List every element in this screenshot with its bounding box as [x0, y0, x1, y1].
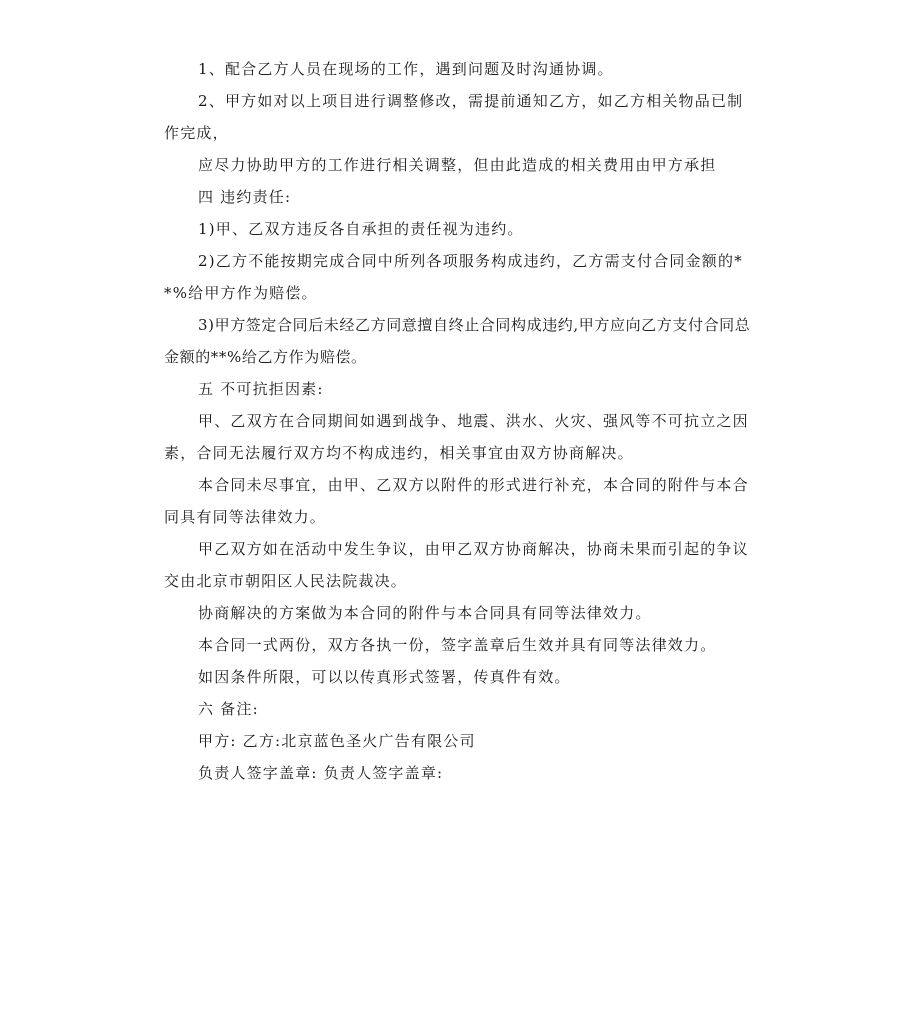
- supplement-clause: 本合同未尽事宜，由甲、乙双方以附件的形式进行补充，本合同的附件与本合同具有同等法律效力。: [164, 476, 749, 526]
- section-heading-breach: 四 违约责任:: [198, 188, 292, 206]
- dispute-clause: 甲乙双方如在活动中发生争议，由甲乙双方协商解决，协商未果而引起的争议交由北京市朝阳区人民法院裁决。: [164, 540, 749, 590]
- contract-body: [164, 53, 758, 789]
- section-heading-force-majeure: 五 不可抗拒因素:: [198, 380, 324, 398]
- negotiation-clause: 协商解决的方案做为本合同的附件与本合同具有同等法律效力。: [198, 604, 652, 622]
- clause-adjustment-cost: 应尽力协助甲方的工作进行相关调整，但由此造成的相关费用由甲方承担: [198, 156, 717, 174]
- breach-item-3: 3)甲方签定合同后未经乙方同意擅自终止合同构成违约,甲方应向乙方支付合同总金额的**%给乙方作为赔偿。: [164, 316, 751, 366]
- breach-item-2: 2)乙方不能按期完成合同中所列各项服务构成违约，乙方需支付合同金额的**%给甲方作为赔偿。: [164, 252, 743, 302]
- clause-cooperate: 1、配合乙方人员在现场的工作，遇到问题及时沟通协调。: [198, 60, 614, 78]
- breach-item-1: 1)甲、乙双方违反各自承担的责任视为违约。: [198, 220, 524, 238]
- signature-line: 负责人签字盖章: 负责人签字盖章:: [198, 764, 444, 782]
- section-heading-remarks: 六 备注:: [198, 700, 259, 718]
- copies-clause: 本合同一式两份，双方各执一份，签字盖章后生效并具有同等法律效力。: [198, 636, 717, 654]
- fax-clause: 如因条件所限，可以以传真形式签署，传真件有效。: [198, 668, 571, 686]
- force-majeure-text: 甲、乙双方在合同期间如遇到战争、地震、洪水、火灾、强风等不可抗立之因素，合同无法履行双方均不构成违约，相关事宜由双方协商解决。: [164, 412, 749, 462]
- clause-adjustment: 2、甲方如对以上项目进行调整修改，需提前通知乙方，如乙方相关物品已制作完成，: [164, 92, 744, 142]
- parties-line: 甲方: 乙方:北京蓝色圣火广告有限公司: [198, 732, 476, 750]
